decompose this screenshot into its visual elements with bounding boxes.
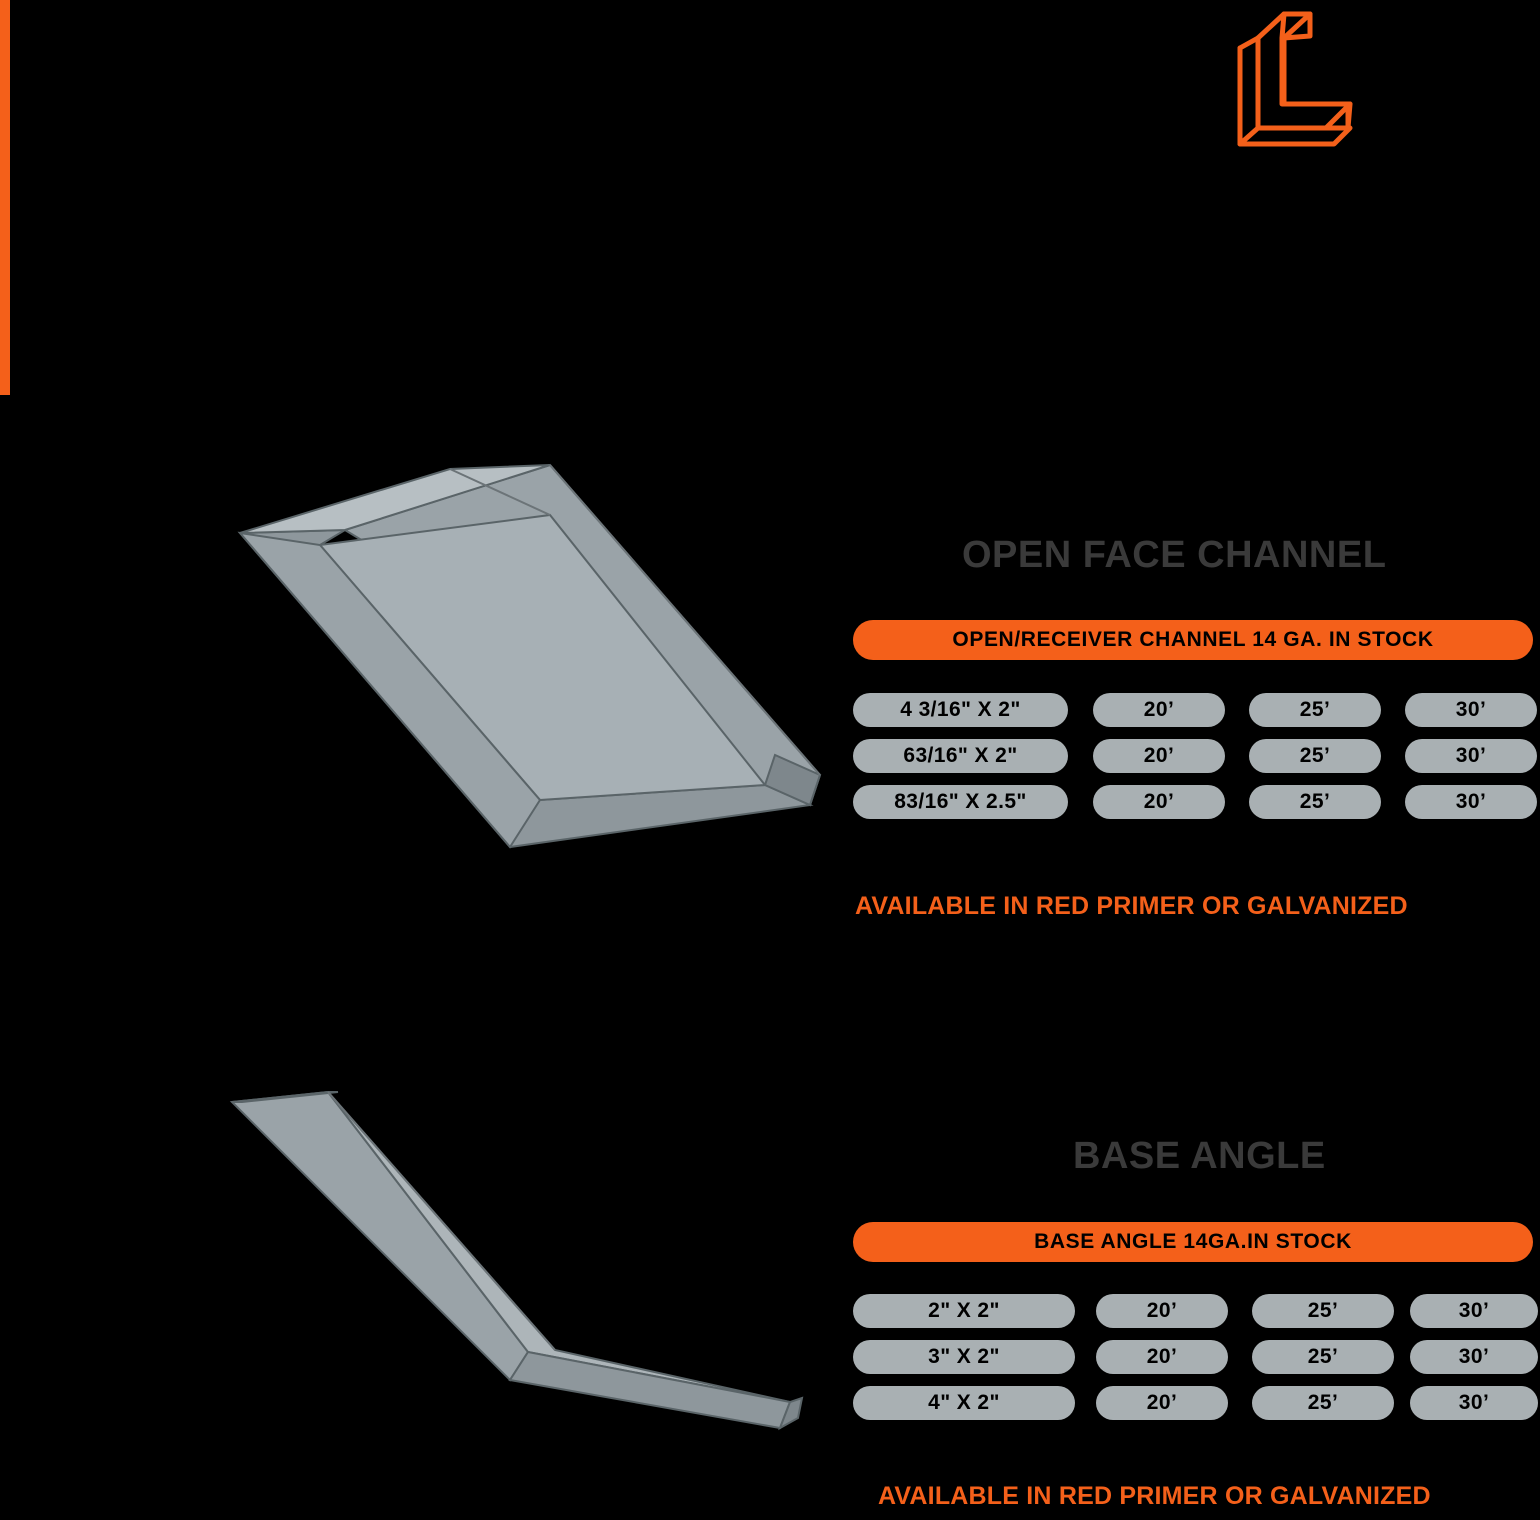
length-pill: 30’ xyxy=(1405,785,1537,819)
length-pill: 20’ xyxy=(1096,1294,1228,1328)
finish-note-base-angle: AVAILABLE IN RED PRIMER OR GALVANIZED xyxy=(878,1482,1431,1510)
length-pill: 20’ xyxy=(1093,739,1225,773)
length-pill: 30’ xyxy=(1405,739,1537,773)
banner-open-face-channel: OPEN/RECEIVER CHANNEL 14 GA. IN STOCK xyxy=(853,620,1533,660)
length-pill: 25’ xyxy=(1249,739,1381,773)
open-face-channel-3d-icon xyxy=(210,455,850,875)
section-title-base-angle: BASE ANGLE xyxy=(1073,1135,1326,1177)
left-accent-bar xyxy=(0,0,10,395)
length-pill: 25’ xyxy=(1252,1294,1394,1328)
base-angle-3d-icon xyxy=(210,1080,830,1440)
length-pill: 25’ xyxy=(1252,1340,1394,1374)
length-pill: 20’ xyxy=(1096,1340,1228,1374)
length-pill: 20’ xyxy=(1096,1386,1228,1420)
open-face-channel-illustration xyxy=(210,455,850,880)
length-pill: 25’ xyxy=(1249,785,1381,819)
length-pill: 30’ xyxy=(1410,1340,1538,1374)
base-angle-illustration xyxy=(210,1080,830,1445)
length-pill: 30’ xyxy=(1410,1294,1538,1328)
size-pill: 83/16" X 2.5" xyxy=(853,785,1068,819)
length-pill: 20’ xyxy=(1093,693,1225,727)
size-pill: 3" X 2" xyxy=(853,1340,1075,1374)
finish-note-open-face-channel: AVAILABLE IN RED PRIMER OR GALVANIZED xyxy=(855,892,1408,920)
size-pill: 4" X 2" xyxy=(853,1386,1075,1420)
brand-logo xyxy=(1222,8,1362,158)
length-pill: 25’ xyxy=(1252,1386,1394,1420)
folded-metal-angle-icon xyxy=(1222,8,1362,158)
size-pill: 4 3/16" X 2" xyxy=(853,693,1068,727)
length-pill: 20’ xyxy=(1093,785,1225,819)
length-pill: 25’ xyxy=(1249,693,1381,727)
size-pill: 63/16" X 2" xyxy=(853,739,1068,773)
length-pill: 30’ xyxy=(1405,693,1537,727)
length-pill: 30’ xyxy=(1410,1386,1538,1420)
size-pill: 2" X 2" xyxy=(853,1294,1075,1328)
section-title-open-face-channel: OPEN FACE CHANNEL xyxy=(962,534,1387,576)
banner-base-angle: BASE ANGLE 14GA.IN STOCK xyxy=(853,1222,1533,1262)
